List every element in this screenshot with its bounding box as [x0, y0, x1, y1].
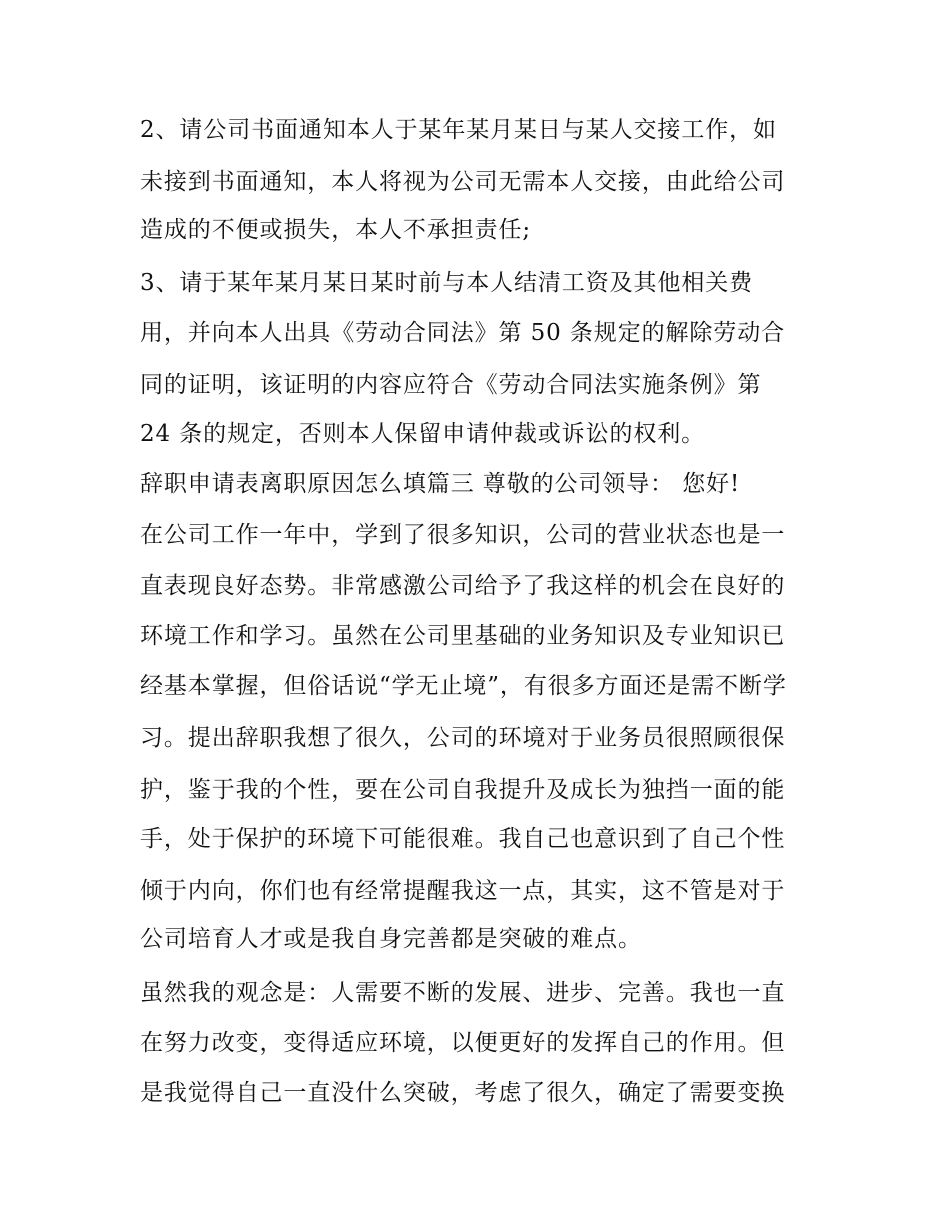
- text-line: 公司培育人才或是我自身完善都是突破的难点。: [140, 926, 642, 952]
- text-line: 环境工作和学习。虽然在公司里基础的业务知识及专业知识已: [140, 623, 786, 649]
- text-line: 未接到书面通知，本人将视为公司无需本人交接，由此给公司: [140, 169, 786, 195]
- text-line: 同的证明，该证明的内容应符合《劳动合同法实施条例》第: [140, 372, 762, 398]
- text-line: 造成的不便或损失，本人不承担责任;: [140, 217, 532, 243]
- text-line: 是我觉得自己一直没什么突破，考虑了很久，确定了需要变换: [140, 1080, 786, 1106]
- text-line: 24 条的规定，否则本人保留申请仲裁或诉讼的权利。: [140, 421, 706, 447]
- text-line: 在公司工作一年中，学到了很多知识，公司的营业状态也是一: [140, 522, 786, 548]
- text-line: 用，并向本人出具《劳动合同法》第 50 条规定的解除劳动合: [140, 320, 785, 346]
- text-line: 在努力改变，变得适应环境，以便更好的发挥自己的作用。但: [140, 1030, 786, 1056]
- text-line: 2、请公司书面通知本人于某年某月某日与某人交接工作，如: [140, 117, 777, 143]
- text-line: 直表现良好态势。非常感激公司给予了我这样的机会在良好的: [140, 573, 786, 599]
- text-line: 倾于内向，你们也有经常提醒我这一点，其实，这不管是对于: [140, 878, 786, 904]
- text-line: 习。提出辞职我想了很久，公司的环境对于业务员很照顾很保: [140, 725, 786, 751]
- section-heading: 辞职申请表离职原因怎么填篇三 尊敬的公司领导： 您好!: [140, 471, 741, 497]
- text-line: 护，鉴于我的个性，要在公司自我提升及成长为独挡一面的能: [140, 777, 786, 803]
- text-line: 手，处于保护的环境下可能很难。我自己也意识到了自己个性: [140, 826, 786, 852]
- text-line: 虽然我的观念是：人需要不断的发展、进步、完善。我也一直: [140, 980, 786, 1006]
- text-line: 3、请于某年某月某日某时前与本人结清工资及其他相关费: [140, 270, 754, 296]
- text-line: 经基本掌握，但俗话说“学无止境”，有很多方面还是需不断学: [140, 673, 787, 699]
